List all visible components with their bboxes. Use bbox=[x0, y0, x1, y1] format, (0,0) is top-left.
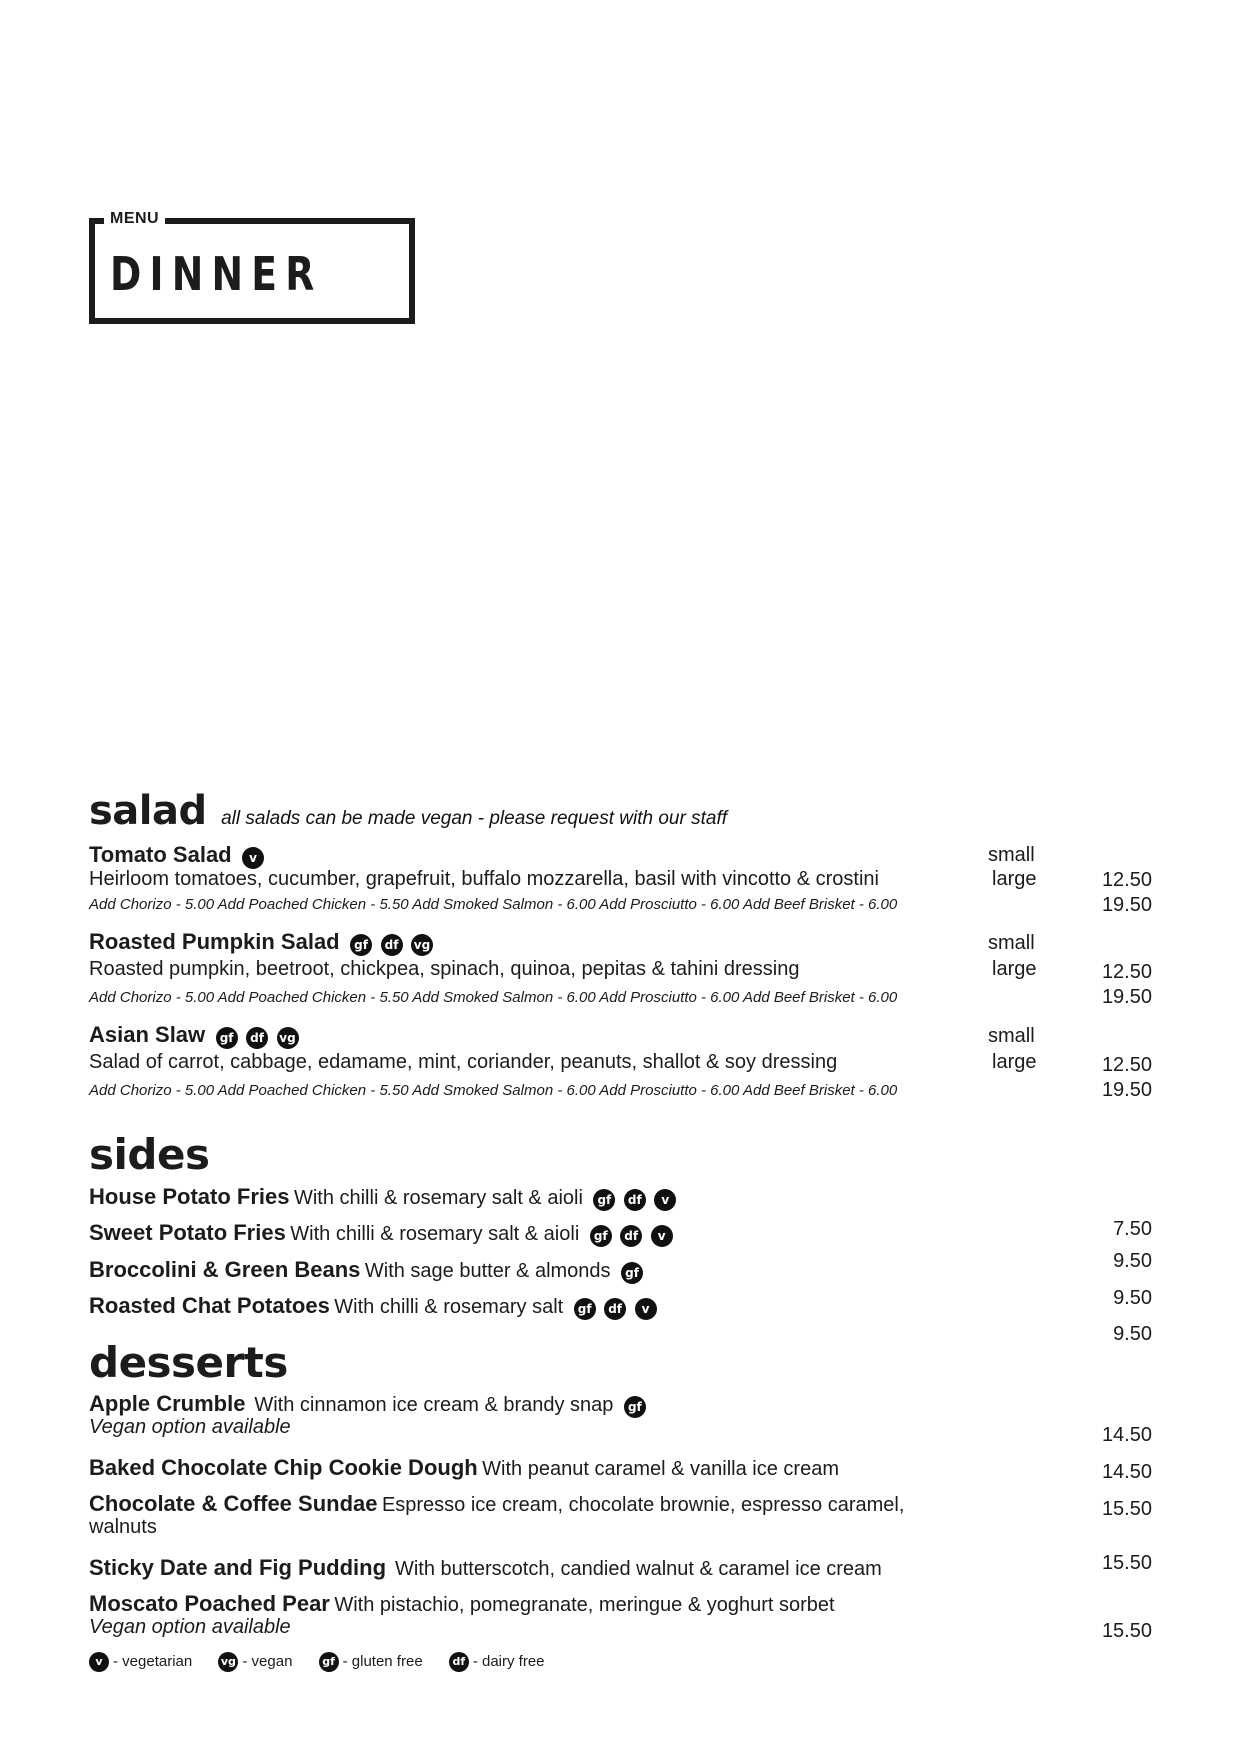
vegan-badge-icon: vg bbox=[277, 1027, 299, 1049]
dairy-free-badge-icon: df bbox=[246, 1027, 268, 1049]
gluten-free-badge-icon: gf bbox=[350, 934, 372, 956]
menu-item-row bbox=[89, 1555, 882, 1581]
menu-item-name: Apple Crumble bbox=[89, 1391, 246, 1416]
vegetarian-badge-icon: v bbox=[242, 847, 264, 869]
menu-item-row bbox=[89, 1591, 835, 1617]
size-small-label: small bbox=[988, 844, 1035, 866]
size-large-label: large bbox=[992, 868, 1037, 890]
legend-item-dairy-free bbox=[449, 1653, 545, 1670]
price-small: 12.50 bbox=[1101, 961, 1152, 983]
menu-item-row bbox=[89, 1391, 646, 1418]
salad-title: salad bbox=[89, 788, 207, 834]
price: 15.50 bbox=[1101, 1620, 1152, 1642]
salad-section-header bbox=[89, 788, 727, 834]
gluten-free-badge-icon: gf bbox=[590, 1225, 612, 1247]
menu-item-subnote: Vegan option available bbox=[89, 1616, 291, 1638]
price: 14.50 bbox=[1101, 1424, 1152, 1446]
menu-item-name: Roasted Pumpkin Salad bbox=[89, 929, 340, 954]
dairy-free-badge-icon: df bbox=[381, 934, 403, 956]
menu-item-name: Asian Slaw bbox=[89, 1022, 206, 1047]
legend-item-gluten-free bbox=[319, 1653, 427, 1670]
desserts-title: desserts bbox=[89, 1338, 288, 1387]
gluten-free-badge-icon: gf bbox=[216, 1027, 238, 1049]
price-large: 19.50 bbox=[1101, 986, 1152, 1008]
dairy-free-badge-icon: df bbox=[604, 1298, 626, 1320]
menu-item-addons: Add Chorizo - 5.00 Add Poached Chicken - 5.50 Add Smoked Salmon - 6.00 Add Prosciutto - 6.00 Add Beef Brisket - 6.00 bbox=[89, 989, 898, 1006]
size-large-label: large bbox=[992, 1051, 1037, 1073]
menu-item-addons: Add Chorizo - 5.00 Add Poached Chicken - 5.50 Add Smoked Salmon - 6.00 Add Prosciutto - 6.00 Add Beef Brisket - 6.00 bbox=[89, 1082, 898, 1099]
menu-item-name-row bbox=[89, 929, 433, 956]
menu-label: MENU bbox=[104, 210, 165, 228]
menu-item-description: With chilli & rosemary salt bbox=[334, 1296, 564, 1318]
menu-item-description: With sage butter & almonds bbox=[364, 1260, 611, 1282]
menu-item-name: Sticky Date and Fig Pudding bbox=[89, 1555, 387, 1580]
menu-item-name: Broccolini & Green Beans bbox=[89, 1257, 361, 1282]
menu-item-description: With chilli & rosemary salt & aioli bbox=[290, 1223, 580, 1245]
legend-label: - vegan bbox=[242, 1652, 293, 1670]
vegetarian-badge-icon: v bbox=[89, 1652, 109, 1672]
dairy-free-badge-icon: df bbox=[624, 1189, 646, 1211]
gluten-free-badge-icon: gf bbox=[574, 1298, 596, 1320]
price-small: 12.50 bbox=[1101, 869, 1152, 891]
menu-item-name: Moscato Poached Pear bbox=[89, 1591, 330, 1616]
price: 7.50 bbox=[1113, 1218, 1152, 1240]
menu-item-row bbox=[89, 1184, 676, 1211]
gluten-free-badge-icon: gf bbox=[319, 1652, 339, 1672]
menu-item-description: With butterscotch, candied walnut & caramel ice cream bbox=[394, 1558, 882, 1580]
gluten-free-badge-icon: gf bbox=[593, 1189, 615, 1211]
menu-item-name: Tomato Salad bbox=[89, 842, 232, 867]
vegetarian-badge-icon: v bbox=[635, 1298, 657, 1320]
menu-item-description-continued: walnuts bbox=[89, 1516, 157, 1538]
size-small-label: small bbox=[988, 932, 1035, 954]
menu-item-row bbox=[89, 1455, 839, 1481]
menu-item-description: With cinnamon ice cream & brandy snap bbox=[254, 1394, 614, 1416]
gluten-free-badge-icon: gf bbox=[621, 1262, 643, 1284]
vegetarian-badge-icon: v bbox=[654, 1189, 676, 1211]
price-large: 19.50 bbox=[1101, 1079, 1152, 1101]
legend-label: - gluten free bbox=[342, 1652, 423, 1670]
price-large: 19.50 bbox=[1101, 894, 1152, 916]
dietary-legend bbox=[89, 1652, 567, 1672]
price: 9.50 bbox=[1113, 1323, 1152, 1345]
menu-item-row bbox=[89, 1220, 673, 1247]
vegetarian-badge-icon: v bbox=[651, 1225, 673, 1247]
menu-item-name: Chocolate & Coffee Sundae bbox=[89, 1491, 378, 1516]
vegan-badge-icon: vg bbox=[411, 934, 433, 956]
salad-note: all salads can be made vegan - please request with our staff bbox=[221, 808, 727, 829]
price: 14.50 bbox=[1101, 1461, 1152, 1483]
legend-label: - dairy free bbox=[472, 1652, 545, 1670]
menu-item-name: Roasted Chat Potatoes bbox=[89, 1293, 330, 1318]
menu-item-addons: Add Chorizo - 5.00 Add Poached Chicken - 5.50 Add Smoked Salmon - 6.00 Add Prosciutto - 6.00 Add Beef Brisket - 6.00 bbox=[89, 896, 898, 913]
menu-item-description: With pistachio, pomegranate, meringue & yoghurt sorbet bbox=[334, 1594, 835, 1616]
legend-label: - vegetarian bbox=[113, 1652, 193, 1670]
menu-item-row bbox=[89, 1293, 657, 1320]
price-small: 12.50 bbox=[1101, 1054, 1152, 1076]
price: 9.50 bbox=[1113, 1250, 1152, 1272]
size-large-label: large bbox=[992, 958, 1037, 980]
menu-item-subnote: Vegan option available bbox=[89, 1416, 291, 1438]
menu-item-description: With peanut caramel & vanilla ice cream bbox=[482, 1458, 839, 1480]
menu-item-name: Sweet Potato Fries bbox=[89, 1220, 286, 1245]
menu-item-name: House Potato Fries bbox=[89, 1184, 290, 1209]
page-title: DINNER bbox=[110, 247, 323, 301]
price: 9.50 bbox=[1113, 1287, 1152, 1309]
menu-item-description: Salad of carrot, cabbage, edamame, mint, coriander, peanuts, shallot & soy dressing bbox=[89, 1051, 838, 1073]
price: 15.50 bbox=[1101, 1552, 1152, 1574]
dairy-free-badge-icon: df bbox=[449, 1652, 469, 1672]
sides-title: sides bbox=[89, 1130, 210, 1179]
menu-item-name-row bbox=[89, 1022, 299, 1049]
size-small-label: small bbox=[988, 1025, 1035, 1047]
gluten-free-badge-icon: gf bbox=[624, 1396, 646, 1418]
menu-item-name: Baked Chocolate Chip Cookie Dough bbox=[89, 1455, 478, 1480]
menu-item-description: With chilli & rosemary salt & aioli bbox=[293, 1187, 583, 1209]
menu-item-description: Heirloom tomatoes, cucumber, grapefruit, buffalo mozzarella, basil with vincotto & crostini bbox=[89, 868, 879, 890]
menu-item-row bbox=[89, 1491, 904, 1517]
price: 15.50 bbox=[1101, 1498, 1152, 1520]
legend-item-vegan bbox=[218, 1653, 296, 1670]
menu-item-description: Espresso ice cream, chocolate brownie, espresso caramel, bbox=[381, 1494, 905, 1516]
vegan-badge-icon: vg bbox=[218, 1652, 238, 1672]
menu-item-row bbox=[89, 1257, 643, 1284]
menu-item-description: Roasted pumpkin, beetroot, chickpea, spinach, quinoa, pepitas & tahini dressing bbox=[89, 958, 800, 980]
dairy-free-badge-icon: df bbox=[620, 1225, 642, 1247]
legend-item-vegetarian bbox=[89, 1653, 196, 1670]
menu-item-name-row bbox=[89, 842, 264, 869]
